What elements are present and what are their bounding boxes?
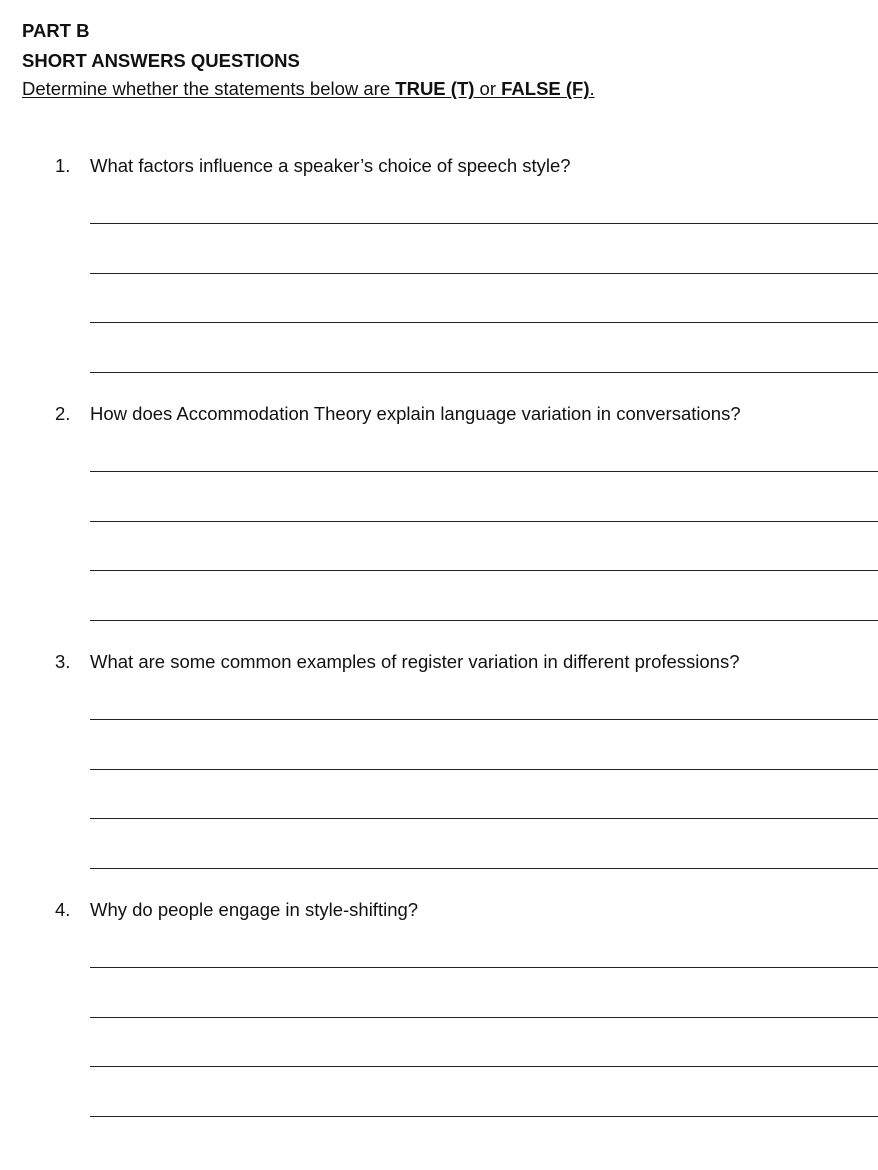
answer-line[interactable] xyxy=(90,769,878,770)
answer-line[interactable] xyxy=(90,322,878,323)
part-title: PART B xyxy=(22,20,90,41)
question-text: What factors influence a speaker’s choice of speech style? xyxy=(90,155,571,176)
answer-line[interactable] xyxy=(90,818,878,819)
instructions xyxy=(22,80,595,99)
answer-line[interactable] xyxy=(90,471,878,472)
answer-line[interactable] xyxy=(90,967,878,968)
answer-line[interactable] xyxy=(90,1116,878,1117)
question-number: 4. xyxy=(55,899,71,920)
answer-line[interactable] xyxy=(90,1017,878,1018)
answer-line[interactable] xyxy=(90,570,878,571)
question-number: 2. xyxy=(55,403,71,424)
question-number: 1. xyxy=(55,155,71,176)
question-text: Why do people engage in style-shifting? xyxy=(90,899,419,920)
instructions-prefix: Determine whether the statements below are xyxy=(22,78,396,99)
question-number: 3. xyxy=(55,651,71,672)
question-text: What are some common examples of register variation in different professions? xyxy=(90,651,740,672)
question-text: How does Accommodation Theory explain language variation in conversations? xyxy=(90,403,741,424)
answer-line[interactable] xyxy=(90,719,878,720)
instructions-true: TRUE (T) xyxy=(395,78,475,99)
answer-line[interactable] xyxy=(90,521,878,522)
answer-line[interactable] xyxy=(90,223,878,224)
answer-line[interactable] xyxy=(90,868,878,869)
answer-line[interactable] xyxy=(90,273,878,274)
instructions-suffix: . xyxy=(589,78,595,99)
answer-line[interactable] xyxy=(90,620,878,621)
section-title: SHORT ANSWERS QUESTIONS xyxy=(22,50,300,71)
instructions-middle: or xyxy=(474,78,502,99)
answer-line[interactable] xyxy=(90,1066,878,1067)
answer-line[interactable] xyxy=(90,372,878,373)
instructions-false: FALSE (F) xyxy=(501,78,590,99)
